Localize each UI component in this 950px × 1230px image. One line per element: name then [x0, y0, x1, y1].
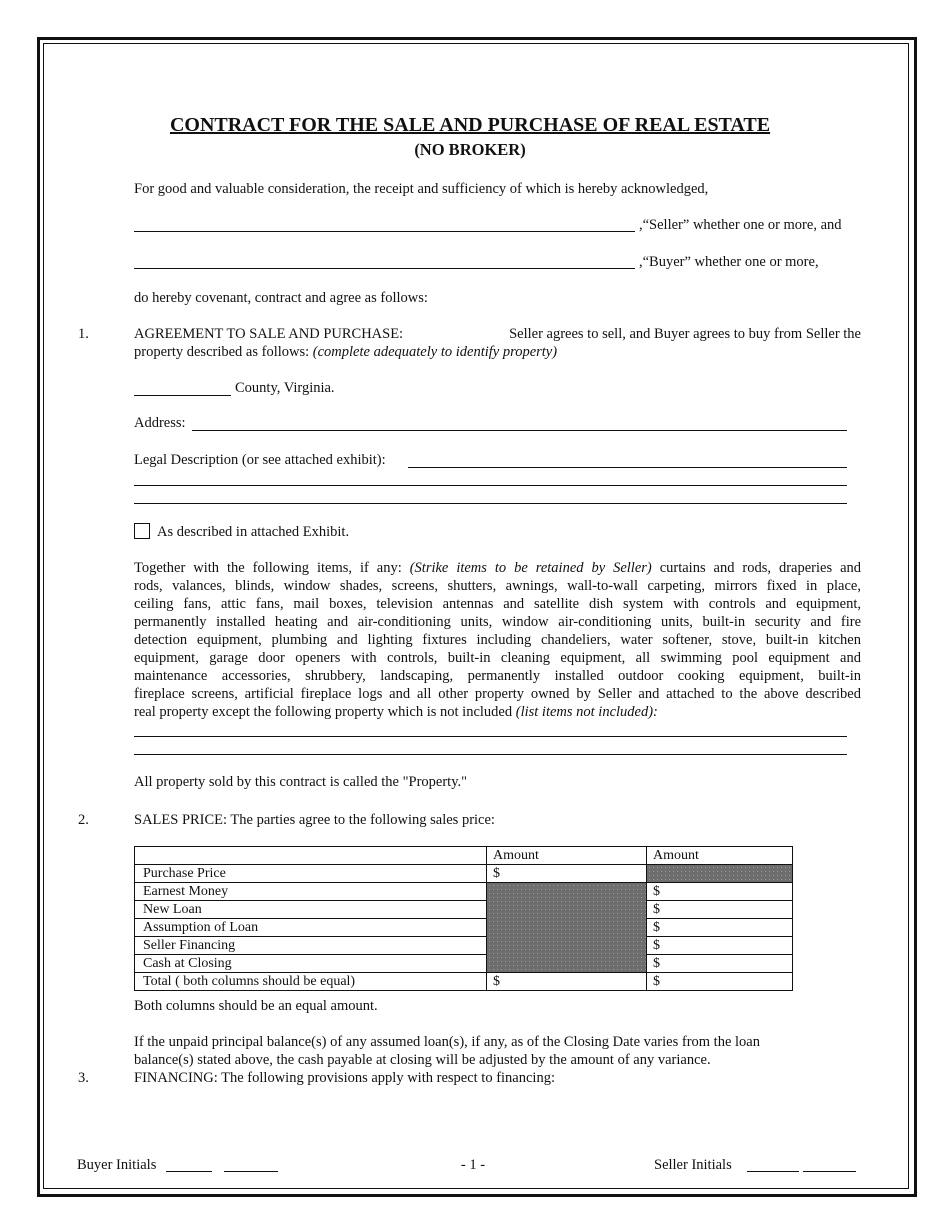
table-header-row	[135, 847, 793, 865]
table-row	[135, 919, 793, 937]
legal-description-blank-1[interactable]	[408, 467, 847, 468]
address-blank[interactable]	[192, 430, 847, 431]
buyer-label: ,“Buyer” whether one or more,	[639, 254, 819, 270]
row-label: Earnest Money	[135, 883, 487, 901]
amount-cell[interactable]: $	[487, 973, 647, 991]
county-blank[interactable]	[134, 395, 231, 396]
included-items-line-8: fireplace screens, artificial fireplace logs and all other property owned by Seller and attached to the above described	[134, 686, 861, 702]
section-1-number: 1.	[78, 326, 89, 342]
shaded-cell	[487, 883, 647, 973]
variance-line-1: If the unpaid principal balance(s) of any assumed loan(s), if any, as of the Closing Date varies from the loan	[134, 1034, 760, 1050]
equal-columns-note: Both columns should be an equal amount.	[134, 998, 378, 1014]
included-items-line-6: equipment, garage door openers with controls, built-in cleaning equipment, all swimming pool equipment and	[134, 650, 861, 666]
section-1-line2	[134, 344, 557, 361]
seller-initials-label: Seller Initials	[654, 1157, 732, 1173]
section-3-number: 3.	[78, 1070, 89, 1086]
included-items-line-4: permanently installed heating and air-conditioning units, window air-conditioning units, built-in security and fire	[134, 614, 861, 630]
included-items-paragraph	[134, 559, 861, 721]
included-items-line-2: rods, valances, blinds, window shades, screens, shutters, awnings, wall-to-wall carpeting, mirrors fixed in place,	[134, 578, 861, 594]
included-items-line-7: maintenance accessories, shrubbery, landscaping, permanently installed outdoor cooking equipment, built-in	[134, 668, 861, 684]
excluded-items-blank-1[interactable]	[134, 736, 847, 737]
amount-cell[interactable]: $	[647, 883, 793, 901]
table-header-amount-2: Amount	[647, 847, 793, 865]
row-label: Purchase Price	[135, 865, 487, 883]
table-row	[135, 955, 793, 973]
seller-label: ,“Seller” whether one or more, and	[639, 217, 842, 233]
section-3-heading: FINANCING: The following provisions apply with respect to financing:	[134, 1070, 555, 1086]
legal-description-blank-2[interactable]	[134, 485, 847, 486]
amount-cell[interactable]: $	[647, 973, 793, 991]
row-label: New Loan	[135, 901, 487, 919]
table-header-amount-1: Amount	[487, 847, 647, 865]
seller-initials-blank-1[interactable]	[747, 1171, 799, 1172]
amount-cell[interactable]: $	[647, 955, 793, 973]
seller-initials-blank-2[interactable]	[803, 1171, 856, 1172]
document-subtitle: (NO BROKER)	[414, 140, 526, 159]
amount-cell[interactable]: $	[647, 901, 793, 919]
table-header-label	[135, 847, 487, 865]
amount-cell[interactable]: $	[647, 937, 793, 955]
exhibit-checkbox[interactable]	[134, 523, 150, 539]
buyer-name-blank[interactable]	[134, 268, 635, 269]
table-row	[135, 937, 793, 955]
seller-name-blank[interactable]	[134, 231, 635, 232]
section-1-heading: AGREEMENT TO SALE AND PURCHASE:	[134, 326, 404, 342]
table-total-row	[135, 973, 793, 991]
legal-description-label: Legal Description (or see attached exhibit):	[134, 452, 386, 468]
row-label: Total ( both columns should be equal)	[135, 973, 487, 991]
sales-price-table	[134, 846, 793, 991]
address-label: Address:	[134, 415, 186, 431]
variance-line-2: balance(s) stated above, the cash payable at closing will be adjusted by the amount of any variance.	[134, 1052, 711, 1068]
buyer-initials-label: Buyer Initials	[77, 1157, 157, 1173]
document-title: CONTRACT FOR THE SALE AND PURCHASE OF REAL ESTATE	[169, 114, 771, 136]
amount-cell[interactable]: $	[647, 919, 793, 937]
included-items-line-5: detection equipment, plumbing and lighting fixtures including chandeliers, water softener, stove, built-in kitchen	[134, 632, 861, 648]
included-items-line-3: ceiling fans, attic fans, mail boxes, television antennas and satellite dish system with controls and equipment,	[134, 596, 861, 612]
included-items-line-1: Together with the following items, if any: (Strike items to be retained by Seller) curtains and rods, draperies and	[134, 560, 861, 576]
section-1-heading-rest: Seller agrees to sell, and Buyer agrees to buy from Seller the	[509, 326, 861, 342]
shaded-cell	[647, 865, 793, 883]
excluded-items-blank-2[interactable]	[134, 754, 847, 755]
row-label: Cash at Closing	[135, 955, 487, 973]
included-items-line-9: real property except the following property which is not included (list items not included):	[134, 704, 658, 720]
covenant-text: do hereby covenant, contract and agree as follows:	[134, 290, 428, 306]
table-row	[135, 901, 793, 919]
section-1-line2-plain: property described as follows:	[134, 344, 310, 360]
section-2-number: 2.	[78, 812, 89, 828]
row-label: Seller Financing	[135, 937, 487, 955]
property-definition: All property sold by this contract is called the "Property."	[134, 774, 468, 790]
section-1-line2-italic: (complete adequately to identify property)	[312, 344, 558, 360]
table-row	[135, 865, 793, 883]
exhibit-checkbox-label: As described in attached Exhibit.	[157, 524, 350, 540]
row-label: Assumption of Loan	[135, 919, 487, 937]
intro-paragraph: For good and valuable consideration, the receipt and sufficiency of which is hereby acknowledged,	[134, 181, 709, 197]
section-2-heading: SALES PRICE: The parties agree to the following sales price:	[134, 812, 495, 828]
table-row	[135, 883, 793, 901]
legal-description-blank-3[interactable]	[134, 503, 847, 504]
county-label: County, Virginia.	[235, 380, 335, 396]
page-number: - 1 -	[460, 1157, 486, 1173]
amount-cell[interactable]: $	[487, 865, 647, 883]
